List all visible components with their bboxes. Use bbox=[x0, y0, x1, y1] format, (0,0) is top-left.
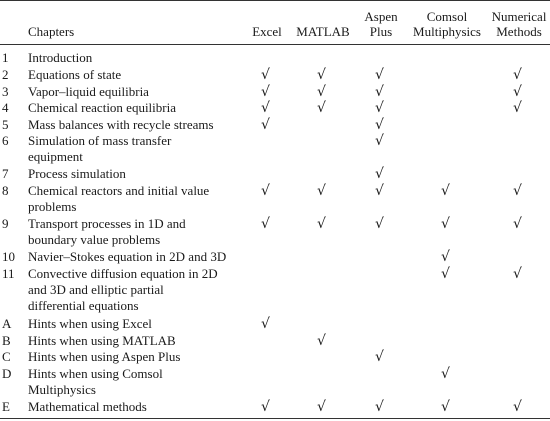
header-matlab: MATLAB bbox=[296, 24, 350, 39]
row-title: Mathematical methods bbox=[28, 399, 147, 414]
row-title: Chemical reaction equilibria bbox=[28, 100, 176, 115]
row-title: Hints when using Aspen Plus bbox=[28, 349, 181, 364]
row-number: E bbox=[2, 399, 10, 414]
check-mark-icon: √ bbox=[261, 67, 270, 83]
check-mark-icon: √ bbox=[513, 399, 522, 415]
check-mark-icon: √ bbox=[375, 399, 384, 415]
row-title: Chemical reactors and initial value bbox=[28, 183, 210, 198]
table-header-rule bbox=[0, 44, 550, 45]
row-title: Simulation of mass transfer bbox=[28, 133, 172, 148]
row-title: Transport processes in 1D and bbox=[28, 216, 186, 231]
header-comsol-multiphysics: Comsol Multiphysics bbox=[413, 9, 481, 39]
row-number: 5 bbox=[2, 117, 9, 132]
row-title: Hints when using Comsol bbox=[28, 366, 163, 381]
check-mark-icon: √ bbox=[317, 333, 326, 349]
row-number: 3 bbox=[2, 84, 9, 99]
check-mark-icon: √ bbox=[261, 84, 270, 100]
check-mark-icon: √ bbox=[375, 84, 384, 100]
row-title: differential equations bbox=[28, 298, 139, 313]
row-title: Process simulation bbox=[28, 166, 126, 181]
row-title: problems bbox=[28, 199, 77, 214]
row-title: Hints when using Excel bbox=[28, 316, 152, 331]
row-title: and 3D and elliptic partial bbox=[28, 282, 164, 297]
check-mark-icon: √ bbox=[513, 216, 522, 232]
check-mark-icon: √ bbox=[375, 100, 384, 116]
check-mark-icon: √ bbox=[261, 399, 270, 415]
table-top-rule bbox=[0, 0, 550, 1]
row-number: D bbox=[2, 366, 12, 381]
check-mark-icon: √ bbox=[261, 216, 270, 232]
check-mark-icon: √ bbox=[261, 117, 270, 133]
row-title: Equations of state bbox=[28, 67, 122, 82]
check-mark-icon: √ bbox=[261, 183, 270, 199]
check-mark-icon: √ bbox=[375, 133, 384, 149]
row-title: Mass balances with recycle streams bbox=[28, 117, 214, 132]
check-mark-icon: √ bbox=[441, 249, 450, 265]
table-bottom-rule bbox=[0, 418, 550, 419]
row-number: 11 bbox=[2, 266, 15, 281]
check-mark-icon: √ bbox=[441, 183, 450, 199]
row-number: 10 bbox=[2, 249, 15, 264]
row-number: 2 bbox=[2, 67, 9, 82]
check-mark-icon: √ bbox=[317, 216, 326, 232]
row-number: 1 bbox=[2, 50, 9, 65]
check-mark-icon: √ bbox=[317, 67, 326, 83]
row-number: 6 bbox=[2, 133, 9, 148]
row-number: A bbox=[2, 316, 12, 331]
check-mark-icon: √ bbox=[441, 399, 450, 415]
row-title: Hints when using MATLAB bbox=[28, 333, 176, 348]
check-mark-icon: √ bbox=[375, 166, 384, 182]
row-title: Convective diffusion equation in 2D bbox=[28, 266, 218, 281]
row-title: Vapor–liquid equilibria bbox=[28, 84, 149, 99]
row-number: C bbox=[2, 349, 11, 364]
check-mark-icon: √ bbox=[375, 67, 384, 83]
check-mark-icon: √ bbox=[317, 100, 326, 116]
check-mark-icon: √ bbox=[441, 366, 450, 382]
check-mark-icon: √ bbox=[375, 349, 384, 365]
header-aspen-plus: Aspen Plus bbox=[364, 9, 398, 39]
check-mark-icon: √ bbox=[375, 117, 384, 133]
row-number: 4 bbox=[2, 100, 9, 115]
check-mark-icon: √ bbox=[261, 316, 270, 332]
check-mark-icon: √ bbox=[261, 100, 270, 116]
row-number: 9 bbox=[2, 216, 9, 231]
header-chapters: Chapters bbox=[28, 24, 75, 39]
check-mark-icon: √ bbox=[317, 84, 326, 100]
check-mark-icon: √ bbox=[513, 67, 522, 83]
row-number: B bbox=[2, 333, 11, 348]
row-number: 7 bbox=[2, 166, 9, 181]
check-mark-icon: √ bbox=[441, 266, 450, 282]
row-title: equipment bbox=[28, 149, 83, 164]
header-excel: Excel bbox=[252, 24, 282, 39]
header-numerical-methods: Numerical Methods bbox=[491, 9, 547, 39]
row-title: Navier–Stokes equation in 2D and 3D bbox=[28, 249, 227, 264]
row-number: 8 bbox=[2, 183, 9, 198]
row-title: Multiphysics bbox=[28, 382, 96, 397]
check-mark-icon: √ bbox=[513, 100, 522, 116]
check-mark-icon: √ bbox=[513, 183, 522, 199]
check-mark-icon: √ bbox=[441, 216, 450, 232]
check-mark-icon: √ bbox=[317, 183, 326, 199]
row-title: boundary value problems bbox=[28, 232, 161, 247]
row-title: Introduction bbox=[28, 50, 93, 65]
check-mark-icon: √ bbox=[317, 399, 326, 415]
check-mark-icon: √ bbox=[513, 266, 522, 282]
check-mark-icon: √ bbox=[375, 183, 384, 199]
check-mark-icon: √ bbox=[513, 84, 522, 100]
check-mark-icon: √ bbox=[375, 216, 384, 232]
